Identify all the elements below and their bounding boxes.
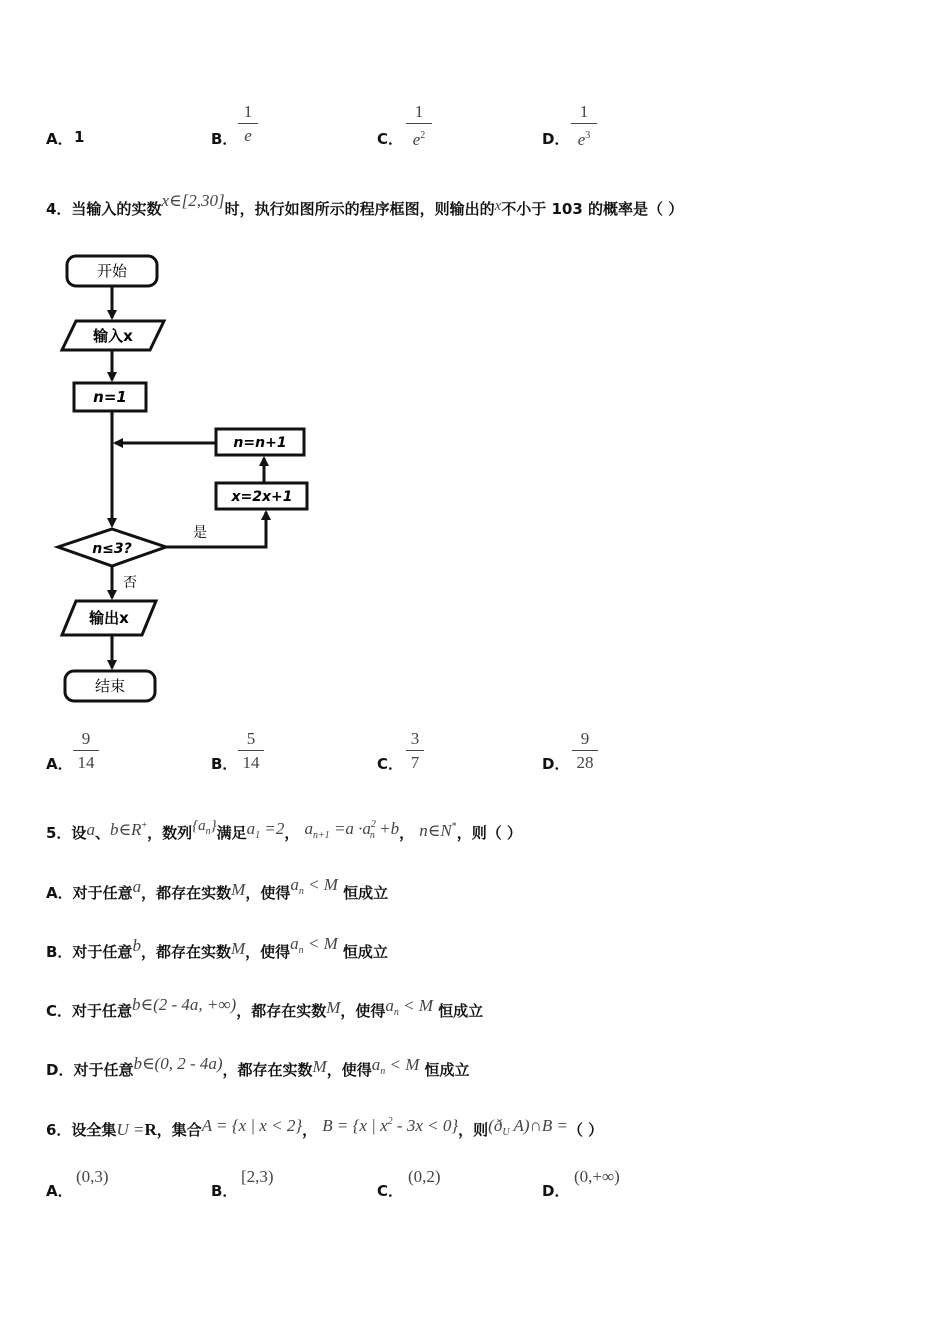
den-exponent: 2 (420, 130, 426, 141)
den-exponent: 3 (585, 130, 591, 141)
fraction-denominator: e (244, 126, 252, 145)
q4-option-b-label: B． (211, 755, 238, 773)
option-inequality (385, 996, 434, 1018)
option-text-3: 恒成立 (438, 1002, 484, 1020)
option-text-1: ，都存在实数 (222, 1061, 313, 1079)
q5-text-2: 满足 (216, 824, 247, 842)
an-lt: < M (303, 875, 338, 894)
q4-option-b-fraction (238, 729, 264, 773)
fraction-numerator: 1 (414, 102, 424, 121)
option-label: B．对于任意 (46, 943, 133, 961)
increment-label: n=n+1 (233, 435, 287, 451)
set-b-tail: - 3x < 0} (392, 1116, 459, 1135)
q5-n-set: n∈N (419, 821, 452, 840)
expr-sub: U (502, 1127, 510, 1138)
fraction-bar (238, 750, 264, 751)
option-text-2: ，使得 (326, 1061, 372, 1079)
decision-label: n≤3? (92, 541, 132, 557)
rec-sub2: n (369, 830, 375, 841)
no-label: 否 (123, 575, 137, 591)
option-var: b (132, 936, 141, 955)
an-lt: < M (303, 934, 338, 953)
q6-text-1: ，集合 (156, 1121, 202, 1139)
q5-option-c (46, 995, 484, 1023)
den-base: e (577, 130, 586, 149)
start-label: 开始 (96, 262, 128, 280)
q3-option-c-fraction (406, 102, 432, 150)
an-base: a (385, 996, 394, 1015)
option-M: M (231, 880, 246, 899)
rec-sup: 2 (370, 819, 376, 830)
rec-base: a (304, 819, 313, 838)
q5-n-sup: * (451, 821, 457, 832)
option-text-1: ，都存在实数 (140, 943, 231, 961)
an-sub: n (393, 1007, 399, 1018)
a1-base: a (246, 819, 256, 838)
expr-head: (ð (488, 1116, 503, 1135)
option-label: A．对于任意 (46, 884, 133, 902)
q6-option-d-value: (0,+∞) (574, 1167, 620, 1186)
option-label: C．对于任意 (46, 1002, 133, 1020)
fraction-numerator: 9 (81, 729, 91, 748)
q6-suffix: （ ） (567, 1121, 604, 1139)
fraction-denominator (571, 126, 597, 150)
fraction-numerator: 3 (410, 729, 420, 748)
rec-tail: +b (374, 819, 400, 838)
option-M: M (312, 1057, 327, 1076)
an-base: a (290, 875, 299, 894)
fraction-bar (73, 750, 99, 751)
option-var: a (132, 877, 142, 896)
option-text-1: ，都存在实数 (236, 1002, 327, 1020)
option-var: b∈(2 - 4a, +∞) (132, 995, 237, 1014)
q6-reals: R (144, 1120, 157, 1139)
option-text-3: 恒成立 (343, 884, 389, 902)
q3-option-c-label: C． (377, 130, 404, 148)
q6-set-b (322, 1116, 458, 1135)
option-text-2: ，使得 (245, 943, 291, 961)
q4-option-a-label: A． (46, 755, 73, 773)
option-M: M (326, 998, 341, 1017)
option-text-3: 恒成立 (424, 1061, 470, 1079)
an-base: a (290, 934, 299, 953)
q6-option-a-value: (0,3) (76, 1167, 109, 1186)
fraction-denominator: 14 (77, 753, 95, 772)
q3-option-d-fraction (571, 102, 597, 150)
update-label: x=2x+1 (231, 489, 293, 505)
fraction-bar (406, 123, 432, 124)
q3-option-a-label: A． (46, 130, 73, 148)
seq-end: } (210, 818, 217, 834)
seq-sub: n (205, 826, 211, 837)
q6-prefix: 6．设全集 (46, 1121, 117, 1139)
fraction-denominator: 14 (242, 753, 260, 772)
an-sub: n (298, 886, 304, 897)
q5-a1 (246, 819, 285, 841)
q4-option-d-label: D． (542, 755, 570, 773)
q4-middle: 时，执行如图所示的程序框图，则输出的 (224, 200, 495, 218)
q4-option-c-label: C． (377, 755, 404, 773)
program-flowchart (0, 240, 330, 715)
q5-recurrence (304, 819, 400, 841)
q3-option-b-label: B． (211, 130, 238, 148)
q4-option-d-fraction (572, 729, 598, 773)
q4-stem (46, 191, 684, 219)
q6-stem (46, 1116, 604, 1142)
input-label: 输入x (93, 327, 133, 345)
fraction-bar (406, 750, 424, 751)
an-lt: < M (385, 1055, 420, 1074)
fraction-bar (238, 123, 258, 124)
q5-var-a: a (86, 820, 95, 839)
q5-option-a (46, 875, 389, 905)
q6-option-b-value: [2,3) (241, 1167, 274, 1186)
option-inequality (290, 875, 338, 897)
q6-option-c-value: (0,2) (408, 1167, 441, 1186)
rec-rhs: =a ·a (329, 819, 371, 838)
q5-prefix: 5．设 (46, 824, 87, 842)
an-base: a (371, 1055, 381, 1074)
q5-b-set: b∈R (109, 820, 142, 839)
q5-suffix: ，则（ ） (456, 824, 522, 842)
fraction-denominator (406, 126, 432, 150)
q6-option-c-label: C． (377, 1182, 404, 1200)
q6-expression (488, 1116, 568, 1138)
output-label: 输出x (89, 609, 129, 627)
q5-option-b (46, 934, 388, 964)
q4-condition: x∈[2,30] (161, 191, 225, 210)
set-b-sup: 2 (387, 1116, 393, 1127)
fraction-bar (572, 750, 598, 751)
end-label: 结束 (94, 677, 126, 695)
option-label: D．对于任意 (46, 1061, 134, 1079)
yes-label: 是 (193, 525, 207, 541)
fraction-denominator: 28 (576, 753, 594, 772)
q4-suffix: 不小于 103 的概率是（ ） (501, 200, 684, 218)
fraction-bar (571, 123, 597, 124)
option-text-2: ，使得 (245, 884, 291, 902)
option-text-1: ，都存在实数 (141, 884, 232, 902)
q6-option-d-label: D． (542, 1182, 570, 1200)
q5-option-d (46, 1054, 470, 1082)
option-inequality (371, 1055, 420, 1077)
q4-variable: x (494, 198, 502, 214)
a1-sub: 1 (255, 830, 261, 841)
q5-text-3: ， (284, 824, 300, 842)
q5-sequence (192, 818, 217, 837)
a1-value: =2 (260, 819, 285, 838)
seq-base: {a (192, 818, 206, 834)
q4-option-a-fraction (73, 729, 99, 773)
an-sub: n (380, 1066, 386, 1077)
rec-sub: n+1 (312, 830, 330, 841)
an-lt: < M (398, 996, 434, 1015)
an-sub: n (298, 945, 304, 956)
fraction-numerator: 1 (579, 102, 589, 121)
q6-option-b-label: B． (211, 1182, 238, 1200)
den-base: e (412, 130, 421, 149)
q6-universal-set: U = (116, 1120, 145, 1139)
q3-option-a-value: 1 (74, 128, 85, 146)
option-text-2: ，使得 (340, 1002, 386, 1020)
fraction-denominator: 7 (410, 753, 420, 772)
set-b-head: B = {x | x (322, 1116, 388, 1135)
q5-text-1: ，数列 (147, 824, 193, 842)
q5-b-sup: + (141, 820, 148, 831)
fraction-numerator: 9 (580, 729, 590, 748)
arrow-yes-branch (166, 512, 266, 547)
q6-set-a: A = {x | x < 2} (201, 1116, 303, 1135)
q4-prefix: 4．当输入的实数 (46, 200, 162, 218)
q4-option-c-fraction (406, 729, 424, 773)
q6-option-a-label: A． (46, 1182, 73, 1200)
fraction-numerator: 1 (243, 102, 253, 121)
q3-option-d-label: D． (542, 130, 570, 148)
option-inequality (290, 934, 338, 956)
init-label: n=1 (93, 388, 127, 406)
q6-text-2: ， (302, 1121, 318, 1139)
q5-stem (46, 818, 522, 845)
option-text-3: 恒成立 (342, 943, 388, 961)
option-M: M (230, 939, 246, 958)
q3-option-b-fraction (238, 102, 258, 146)
option-var: b∈(0, 2 - 4a) (133, 1054, 223, 1073)
q5-text-4: ， (399, 824, 415, 842)
q5-separator: 、 (94, 824, 110, 842)
expr-tail: A)∩B = (509, 1116, 568, 1135)
q6-text-3: ，则 (458, 1121, 489, 1139)
fraction-numerator: 5 (246, 729, 256, 748)
